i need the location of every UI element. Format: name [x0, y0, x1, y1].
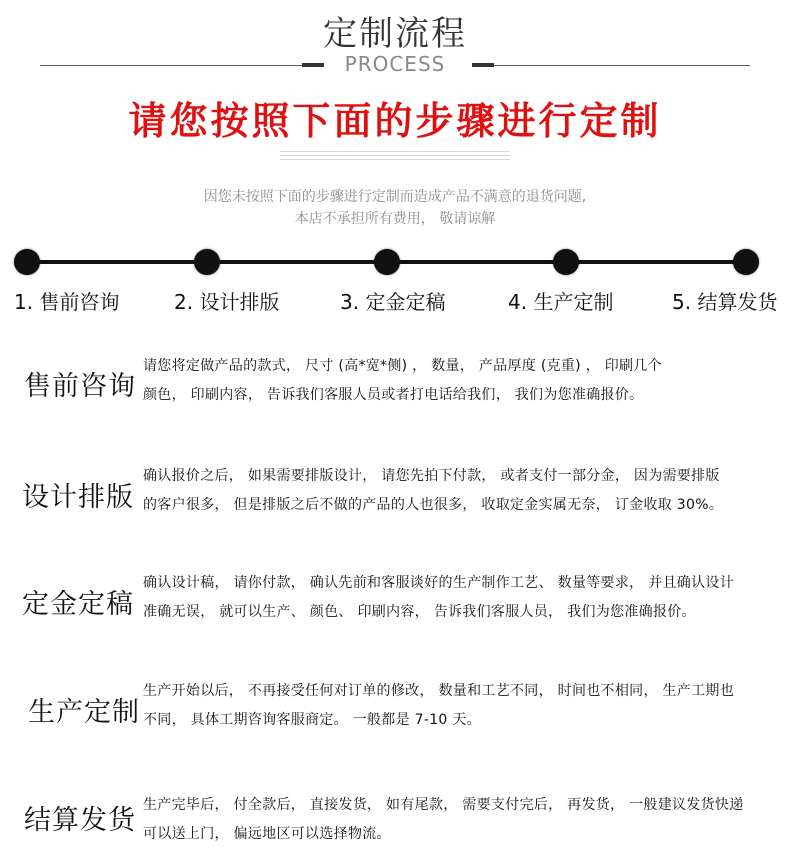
- timeline-dot: [194, 249, 220, 275]
- step-label: 1. 售前咨询: [14, 290, 120, 314]
- section-text-line: 的客户很多， 但是排版之后不做的产品的人也很多， 收取定金实属无奈， 订金收取 30%。: [143, 497, 724, 513]
- timeline-dot: [374, 249, 400, 275]
- notice-line-2: 本店不承担所有费用， 敬请谅解: [294, 211, 496, 227]
- step-label: 4. 生产定制: [508, 290, 614, 314]
- step-label: 2. 设计排版: [174, 290, 280, 314]
- timeline-dot: [733, 249, 759, 275]
- step-label: 3. 定金定稿: [340, 290, 446, 314]
- timeline-dot: [14, 249, 40, 275]
- section-text-line: 准确无误， 就可以生产、 颜色、 印刷内容， 告诉我们客服人员， 我们为您准确报价。: [143, 604, 696, 620]
- section-text: [143, 677, 768, 735]
- divider-right: [494, 65, 750, 66]
- section-text-line: 请您将定做产品的款式， 尺寸 (高*宽*侧) ， 数量， 产品厚度 (克重) ， 印刷几个: [143, 358, 662, 374]
- page-subtitle: PROCESS: [344, 52, 446, 76]
- section-text-line: 生产开始以后， 不再接受任何对订单的修改， 数量和工艺不同， 时间也不相同， 生产工期也: [143, 683, 734, 699]
- section-heading: 定金定稿: [22, 589, 134, 620]
- section-text-line: 颜色， 印刷内容， 告诉我们客服人员或者打电话给我们， 我们为您准确报价。: [143, 387, 644, 403]
- page-title: 定制流程: [323, 14, 467, 54]
- section-text: [143, 791, 768, 849]
- section-heading: 售前咨询: [24, 371, 136, 402]
- divider-cap-right: [472, 63, 494, 67]
- section-text: [143, 569, 768, 627]
- section-text-line: 不同， 具体工期咨询客服商定。 一般都是 7-10 天。: [143, 712, 481, 728]
- faint-text-decoration: [280, 148, 510, 166]
- notice-line-1: 因您未按照下面的步骤进行定制而造成产品不满意的退货问题,: [203, 189, 587, 205]
- section-text: [143, 352, 768, 410]
- section-text-line: 生产完毕后， 付全款后， 直接发货， 如有尾款， 需要支付完后， 再发货， 一般建议发货快递: [143, 797, 744, 813]
- section-heading: 设计排版: [22, 482, 134, 513]
- timeline-dot: [553, 249, 579, 275]
- step-label: 5. 结算发货: [672, 290, 778, 314]
- section-text-line: 可以送上门， 偏远地区可以选择物流。: [143, 826, 391, 842]
- headline: 请您按照下面的步骤进行定制: [128, 99, 662, 143]
- section-heading: 生产定制: [28, 697, 140, 728]
- section-heading: 结算发货: [24, 805, 136, 836]
- section-text-line: 确认报价之后， 如果需要排版设计， 请您先拍下付款， 或者支付一部分金， 因为需要排版: [143, 468, 720, 484]
- section-text-line: 确认设计稿， 请你付款， 确认先前和客服谈好的生产制作工艺、 数量等要求， 并且确认设计: [143, 575, 734, 591]
- section-text: [143, 462, 768, 520]
